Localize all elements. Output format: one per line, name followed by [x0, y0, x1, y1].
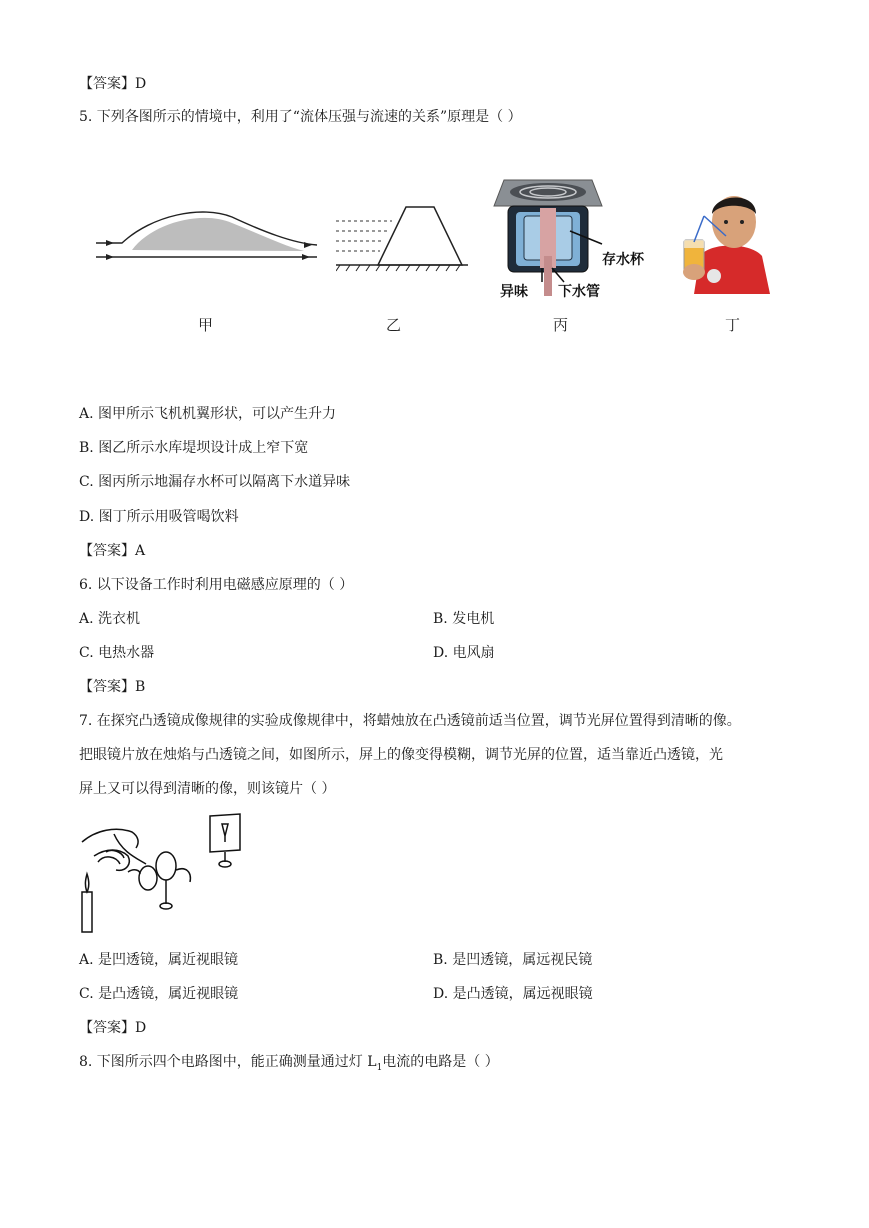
q5-stem: 5. 下列各图所示的情境中，利用了“流体压强与流速的关系”原理是（ ） — [79, 109, 522, 125]
label-pipe: 下水管 — [558, 284, 600, 300]
floor-drain-figure — [490, 176, 662, 304]
boy-photo — [683, 196, 770, 294]
caption-bing: 丙 — [553, 316, 569, 334]
q5-option-c: C. 图丙所示地漏存水杯可以隔离下水道异味 — [79, 474, 351, 490]
q7-stem-line-1: 7. 在探究凸透镜成像规律的实验成像规律中，将蜡烛放在凸透镜前适当位置，调节光屏位置得到清晰的像。 — [79, 713, 741, 729]
q5-option-b: B. 图乙所示水库堤坝设计成上窄下宽 — [79, 440, 309, 456]
lens-experiment-drawing — [82, 814, 240, 932]
q6-answer: 【答案】B — [79, 679, 146, 695]
q8-stem-suffix: 电流的电路是（ ） — [382, 1054, 499, 1070]
caption-yi: 乙 — [386, 316, 402, 334]
caption-ding: 丁 — [725, 316, 741, 334]
q7-option-d: D. 是凸透镜，属远视眼镜 — [433, 986, 593, 1002]
boy-drinking-figure — [680, 186, 772, 294]
floor-drain-illustration — [494, 180, 602, 296]
q7-answer: 【答案】D — [79, 1020, 147, 1036]
q7-stem-line-3: 屏上又可以得到清晰的像，则该镜片（ ） — [79, 781, 336, 797]
q7-stem-line-2: 把眼镜片放在烛焰与凸透镜之间，如图所示，屏上的像变得模糊，调节光屏的位置，适当靠近凸透镜，光 — [79, 747, 723, 763]
q6-option-b: B. 发电机 — [433, 611, 495, 627]
q6-option-a: A. 洗衣机 — [79, 611, 141, 627]
q8-stem-prefix: 8. 下图所示四个电路图中，能正确测量通过灯 L — [79, 1054, 377, 1070]
caption-jia: 甲 — [198, 316, 214, 334]
q7-option-a: A. 是凹透镜，属近视眼镜 — [79, 952, 239, 968]
label-cup: 存水杯 — [602, 252, 644, 268]
q4-answer: 【答案】D — [79, 76, 147, 92]
label-smell: 异味 — [500, 284, 528, 300]
q6-option-d: D. 电风扇 — [433, 645, 495, 661]
dam-shape — [336, 207, 468, 271]
airfoil-shape — [96, 212, 317, 260]
q6-option-c: C. 电热水器 — [79, 645, 155, 661]
lens-experiment-figure — [76, 812, 252, 936]
q7-option-b: B. 是凹透镜，属远视民镜 — [433, 952, 593, 968]
q5-answer: 【答案】A — [79, 543, 146, 559]
q5-option-d: D. 图丁所示用吸管喝饮料 — [79, 509, 239, 525]
airfoil-figure — [92, 205, 322, 275]
dam-figure — [336, 203, 468, 275]
q8-stem-subscript: 1 — [376, 1062, 383, 1073]
q7-option-c: C. 是凸透镜，属近视眼镜 — [79, 986, 239, 1002]
q5-option-a: A. 图甲所示飞机机翼形状，可以产生升力 — [79, 406, 337, 422]
q6-stem: 6. 以下设备工作时利用电磁感应原理的（ ） — [79, 577, 354, 593]
q8-stem — [79, 1052, 499, 1078]
